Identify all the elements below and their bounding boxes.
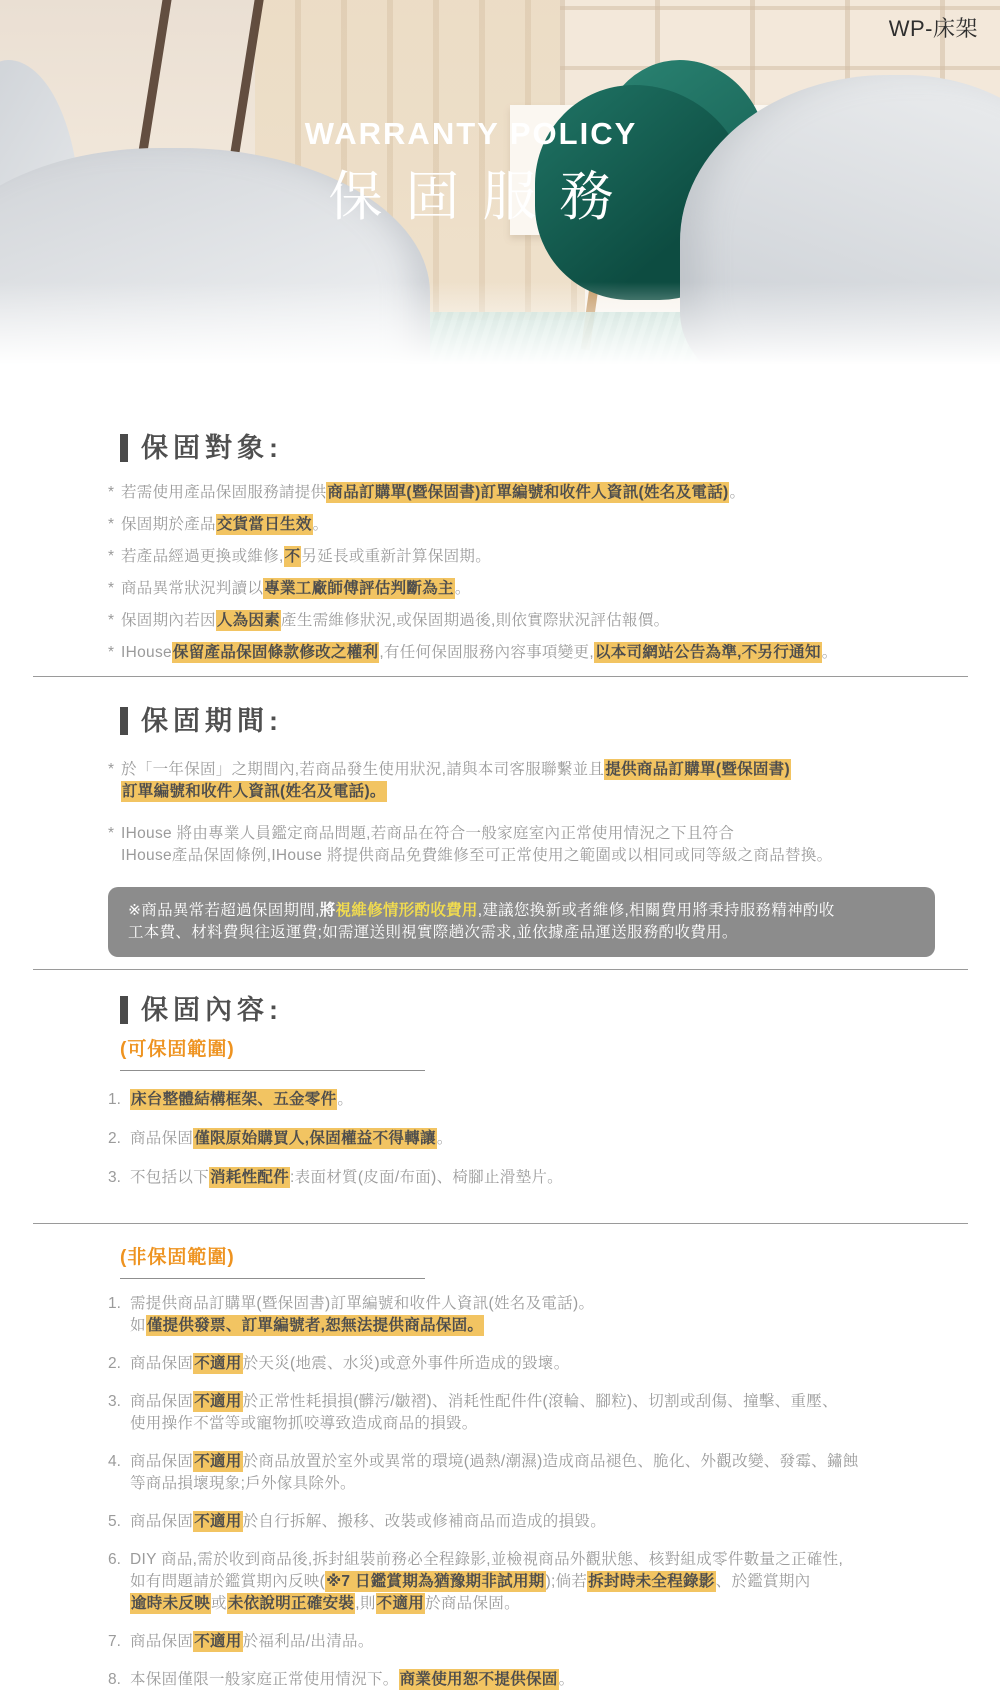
list-item-text: 商品保固不適用於自行拆解、搬移、改裝或修補商品而造成的損毀。 xyxy=(130,1513,607,1530)
list-item xyxy=(108,823,935,867)
heading-accent-bar xyxy=(120,707,128,735)
section-warranty-period xyxy=(108,703,935,957)
list-item-text: 保固期於產品交貨當日生效。 xyxy=(121,516,329,533)
hero-banner xyxy=(0,0,1000,372)
list-item xyxy=(108,642,935,664)
section-heading-row xyxy=(120,703,935,739)
list-item-text: 商品異常狀況判讀以專業工廠師傅評估判斷為主。 xyxy=(121,580,471,597)
list-item-text: 商品保固不適用於商品放置於室外或異常的環境(過熱/潮濕)造成商品褪色、脆化、外觀改變、發霉、鏽蝕 等商品損壞現象;戶外傢具除外。 xyxy=(130,1453,859,1492)
section-heading: 保固內容: xyxy=(141,995,283,1025)
list-item xyxy=(108,1353,935,1375)
list-item xyxy=(108,546,935,568)
list-item-text: 保固期內若因人為因素產生需維修狀況,或保固期過後,則依實際狀況評估報價。 xyxy=(121,612,670,629)
hero-title: 保固服務 xyxy=(328,167,637,227)
list-item xyxy=(108,514,935,536)
list-item-text: 於「一年保固」之期間內,若商品發生使用狀況,請與本司客服聯繫並且提供商品訂購單(暨保固書) 訂單編號和收件人資訊(姓名及電話)。 xyxy=(121,761,790,800)
numbered-list xyxy=(108,1089,935,1189)
list-item-marker: * xyxy=(108,825,115,842)
subsection-label-text: (可保固範圍) xyxy=(120,1039,235,1060)
list-item-marker: 4. xyxy=(108,1453,121,1470)
list-item-text: 若需使用產品保固服務請提供商品訂購單(暨保固書)訂單編號和收件人資訊(姓名及電話)。 xyxy=(121,484,746,501)
list-item xyxy=(108,1167,935,1189)
section-heading: 保固期間: xyxy=(141,706,283,736)
list-item-text: 商品保固僅限原始購買人,保固權益不得轉讓。 xyxy=(130,1130,453,1147)
list-item xyxy=(108,1293,935,1337)
list-item xyxy=(108,482,935,504)
list-item xyxy=(108,578,935,600)
list-item-marker: 3. xyxy=(108,1393,121,1410)
list-item-marker: 3. xyxy=(108,1169,121,1186)
section-divider xyxy=(33,1223,968,1224)
section-warranty-targets xyxy=(108,430,935,664)
list-item xyxy=(108,759,935,803)
fee-notice-text: ※商品異常若超過保固期間,將視維修情形酌收費用,建議您換新或者維修,相關費用將秉持服務精神酌收 工本費、材料費與往返運費;如需運送則視實際趟次需求,並依據產品運送服務酌收費用。 xyxy=(128,902,835,941)
list-item-text: 若產品經過更換或維修,不另延長或重新計算保固期。 xyxy=(121,548,492,565)
subsection-label-coverage xyxy=(120,1034,425,1071)
section-heading-row xyxy=(120,430,935,466)
list-item-marker: 7. xyxy=(108,1633,121,1650)
list-item xyxy=(108,1669,935,1691)
list-item xyxy=(108,610,935,632)
subsection-label-text: (非保固範圍) xyxy=(120,1247,235,1268)
bullet-list xyxy=(108,482,935,664)
list-item-marker: * xyxy=(108,612,115,629)
list-item xyxy=(108,1391,935,1435)
list-item-marker: 6. xyxy=(108,1551,121,1568)
list-item xyxy=(108,1631,935,1653)
hero-eyebrow: WARRANTY POLICY xyxy=(304,116,638,151)
list-item-marker: 2. xyxy=(108,1355,121,1372)
list-item xyxy=(108,1451,935,1495)
list-item-text: DIY 商品,需於收到商品後,拆封組裝前務必全程錄影,並檢視商品外觀狀態、核對組成零件數量之正確性, 如有問題請於鑑賞期內反映(※7 日鑑賞期為猶豫期非試用期);倘若拆封時未全程錄影、於鑑賞期內 逾時未反映或未依說明正確安裝,則不適用於商品保固。 xyxy=(130,1551,844,1612)
list-item xyxy=(108,1128,935,1150)
section-warranty-coverage xyxy=(108,992,935,1189)
list-item-marker: * xyxy=(108,484,115,501)
list-item xyxy=(108,1089,935,1111)
hero-fade-overlay xyxy=(0,282,1000,372)
section-heading: 保固對象: xyxy=(141,433,283,463)
policy-content xyxy=(0,372,1000,1691)
section-heading-row xyxy=(120,992,935,1028)
list-item-marker: * xyxy=(108,644,115,661)
list-item-text: 床台整體結構框架、五金零件。 xyxy=(131,1091,354,1108)
heading-accent-bar xyxy=(120,996,128,1024)
list-item-text: 不包括以下消耗性配件:表面材質(皮面/布面)、椅腳止滑墊片。 xyxy=(130,1169,563,1186)
list-item-text: 商品保固不適用於福利品/出清品。 xyxy=(130,1633,374,1650)
list-item-text: 商品保固不適用於天災(地震、水災)或意外事件所造成的毀壞。 xyxy=(130,1355,570,1372)
numbered-list xyxy=(108,1293,935,1691)
subsection-label-exclusions xyxy=(120,1242,425,1279)
list-item-marker: 5. xyxy=(108,1513,121,1530)
list-item-text: IHouse保留產品保固條款修改之權利,有任何保固服務內容事項變更,以本司網站公告為準,不另行通知。 xyxy=(121,644,838,661)
list-item-text: IHouse 將由專業人員鑑定商品問題,若商品在符合一般家庭室內正常使用情況之下且符合 IHouse產品保固條例,IHouse 將提供商品免費維修至可正常使用之範圍或以相同或同等級之商品替換。 xyxy=(121,825,833,864)
list-item-text: 需提供商品訂購單(暨保固書)訂單編號和收件人資訊(姓名及電話)。 如僅提供發票、訂單編號者,恕無法提供商品保固。 xyxy=(130,1295,595,1334)
list-item-marker: * xyxy=(108,516,115,533)
fee-notice-box xyxy=(108,887,935,957)
section-divider xyxy=(33,676,968,677)
list-item-marker: 1. xyxy=(108,1295,121,1312)
list-item xyxy=(108,1549,935,1615)
list-item-text: 商品保固不適用於正常性耗損損(髒污/皺褶)、消耗性配件件(滾輪、腳粒)、切割或刮傷、撞擊、重壓、 使用操作不當等或寵物抓咬導致造成商品的損毀。 xyxy=(130,1393,838,1432)
list-item xyxy=(108,1511,935,1533)
list-item-marker: 2. xyxy=(108,1130,121,1147)
list-item-marker: * xyxy=(108,580,115,597)
list-item-marker: 8. xyxy=(108,1671,121,1688)
bullet-list xyxy=(108,759,935,867)
list-item-marker: * xyxy=(108,761,115,778)
section-divider xyxy=(33,969,968,970)
product-code-label: WP-床架 xyxy=(888,16,978,41)
list-item-text: 本保固僅限一般家庭正常使用情況下。商業使用恕不提供保固。 xyxy=(130,1671,575,1688)
list-item-marker: * xyxy=(108,548,115,565)
hero-titles xyxy=(0,116,1000,231)
section-warranty-exclusions xyxy=(108,1242,935,1691)
list-item-marker: 1. xyxy=(108,1091,121,1108)
heading-accent-bar xyxy=(120,434,128,462)
